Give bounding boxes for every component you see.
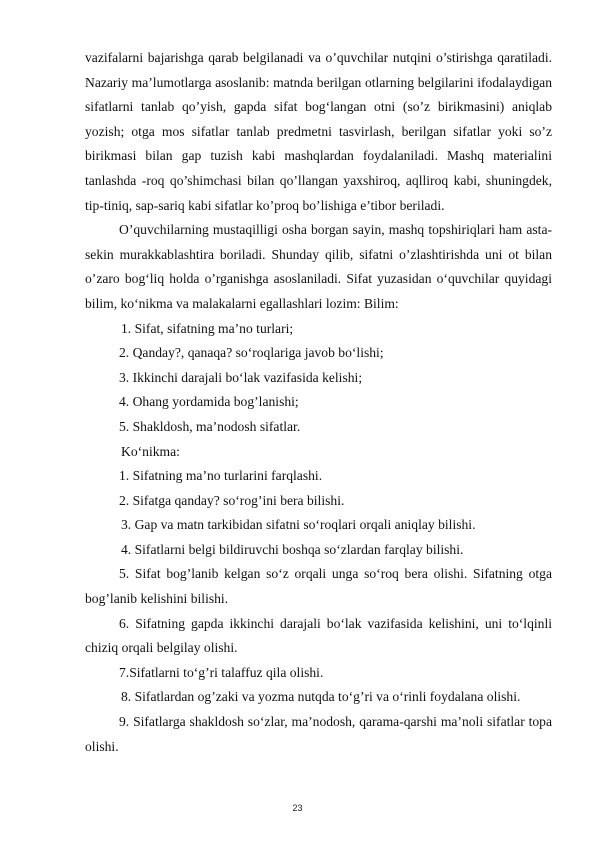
bilim-list (85, 317, 552, 440)
list-item: 3. Gap va matn tarkibidan sifatni so‘roqlari orqali aniqlay bilishi. (121, 517, 476, 533)
list-item: 6. Sifatning gapda ikkinchi darajali bo‘lak vazifasida kelishini, uni to‘lqinli chiziq orqali belgilay olishi. (85, 615, 552, 656)
list-item: 2. Sifatga qanday? so‘rog’ini bera bilishi. (119, 492, 345, 508)
list-item: 4. Sifatlarni belgi bildiruvchi boshqa so‘zlardan farqlay bilishi. (121, 541, 464, 557)
list-item: 5. Shakldosh, ma’nodosh sifatlar. (119, 418, 301, 434)
paragraph-independence: O’quvchilarning mustaqilligi osha borgan sayin, mashq topshiriqlari ham asta-sekin murakkablashtira boriladi. Shunday qilib, sifatni o’zlashtirishda uni ot bilan o’zaro bog‘liq holda o’rganishga asoslaniladi. Sifat yuzasidan o‘quvchilar quyidagi bilim, ko‘nikma va malakalarni egallashlari lozim: Bilim: (85, 222, 552, 311)
page-number: 23 (292, 803, 303, 813)
list-item: 1. Sifatning ma’no turlarini farqlashi. (119, 468, 323, 484)
konikma-heading: Ko‘nikma: (121, 443, 180, 459)
list-item: 8. Sifatlardan og’zaki va yozma nutqda to‘g’ri va o‘rinli foydalana olishi. (121, 689, 521, 705)
konikma-list (85, 464, 552, 759)
list-item: 1. Sifat, sifatning ma’no turlari; (121, 320, 294, 336)
list-item: 4. Ohang yordamida bog’lanishi; (119, 394, 299, 410)
document-page (85, 46, 552, 759)
list-item: 5. Sifat bog’lanib kelgan so‘z orqali unga so‘roq bera olishi. Sifatning otga bog’lanib kelishini bilishi. (85, 566, 552, 607)
list-item: 9. Sifatlarga shakldosh so‘zlar, ma’nodosh, qarama-qarshi ma’noli sifatlar topa olishi. (85, 714, 552, 754)
paragraph-intro: vazifalarni bajarishga qarab belgilanadi va o’quvchilar nutqini o’stirishga qaratiladi. Nazariy ma’lumotlarga asoslanib: matnda berilgan otlarning belgilarini ifodalaydigan sifatlarni tanlab qo’yish, gapda sifat bog‘langan otni (so’z birikmasini) aniqlab yozish; otga mos sifatlar tanlab predmetni tasvirlash, berilgan sifatlar yoki so’z birikmasi bilan gap tuzish kabi mashqlardan foydalaniladi. Mashq materialini tanlashda -roq qo’shimchasi bilan qo’llangan yaxshiroq, aqlliroq kabi, shuningdek, tip-tiniq, sap-sariq kabi sifatlar ko’proq bo’lishiga e’tibor beriladi. (85, 50, 552, 213)
list-item: 7.Sifatlarni to‘g’ri talaffuz qila olishi. (119, 664, 324, 680)
list-item: 3. Ikkinchi darajali bo‘lak vazifasida kelishi; (119, 369, 363, 385)
list-item: 2. Qanday?, qanaqa? so‘roqlariga javob bo‘lishi; (119, 345, 384, 361)
